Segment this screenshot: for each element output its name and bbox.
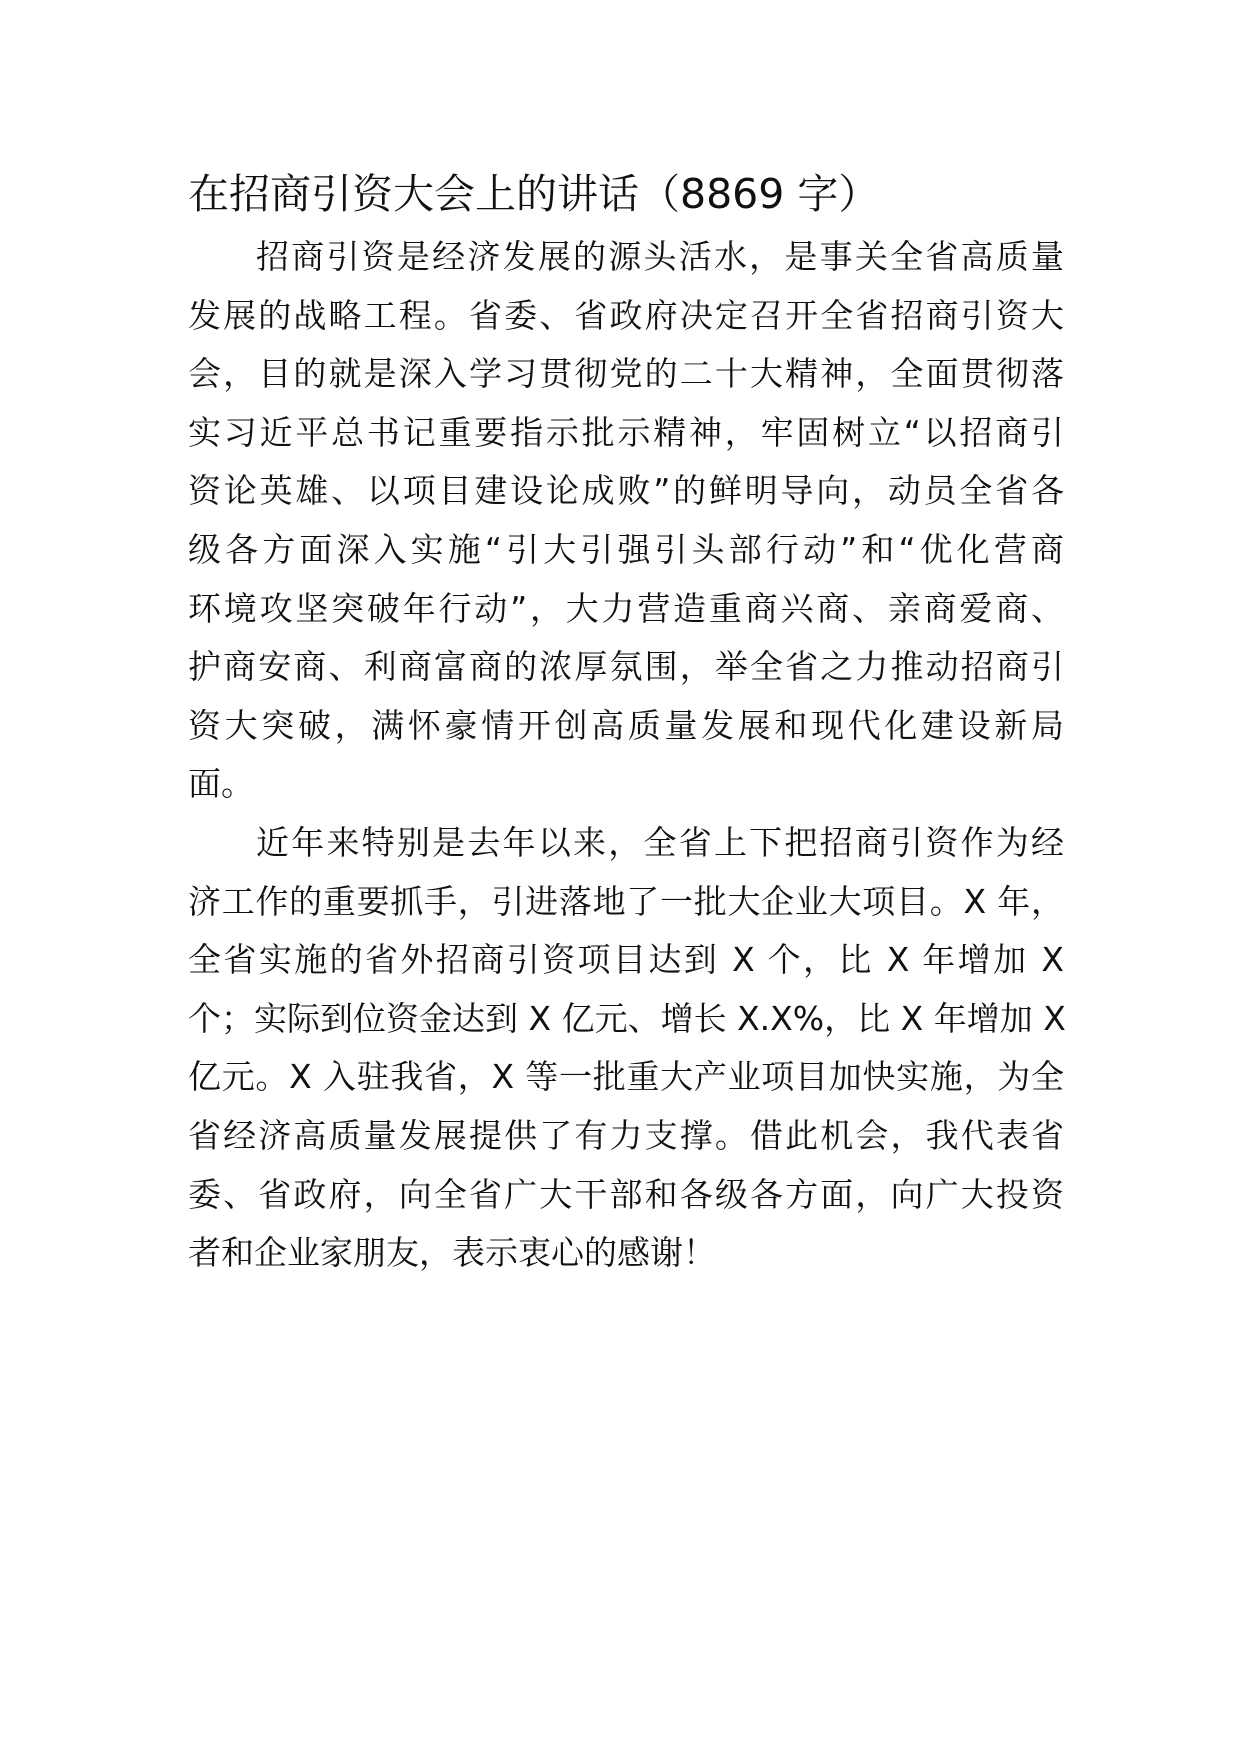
text-line: 资论英雄、以项目建设论成败”的鲜明导向，动员全省各: [188, 471, 1064, 511]
text-line: 护商安商、利商富商的浓厚氛围，举全省之力推动招商引: [188, 647, 1064, 687]
text-line: 级各方面深入实施“引大引强引头部行动”和“优化营商: [188, 529, 1064, 569]
text-line: 面。: [188, 764, 254, 804]
paragraph-2: [188, 814, 1064, 1283]
text-line: 发展的战略工程。省委、省政府决定召开全省招商引资大: [188, 295, 1064, 335]
text-line: 招商引资是经济发展的源头活水，是事关全省高质量: [256, 237, 1064, 276]
text-line: 环境攻坚突破年行动”，大力营造重商兴商、亲商爱商、: [188, 588, 1064, 628]
text-line: 个；实际到位资金达到 X 亿元、增长 X.X%，比 X 年增加 X: [188, 998, 1066, 1038]
text-line: 省经济高质量发展提供了有力支撑。借此机会，我代表省: [188, 1115, 1064, 1155]
text-line: 全省实施的省外招商引资项目达到 X 个，比 X 年增加 X: [188, 940, 1064, 980]
document-title: 在招商引资大会上的讲话（8869 字）: [188, 170, 880, 218]
text-line: 近年来特别是去年以来，全省上下把招商引资作为经: [256, 823, 1064, 862]
text-line: 者和企业家朋友，表示衷心的感谢！: [188, 1233, 716, 1273]
paragraph-1: [188, 228, 1064, 814]
text-line: 会，目的就是深入学习贯彻党的二十大精神，全面贯彻落: [188, 354, 1064, 394]
text-line: 实习近平总书记重要指示批示精神，牢固树立“以招商引: [188, 412, 1064, 452]
text-line: 资大突破，满怀豪情开创高质量发展和现代化建设新局: [188, 705, 1064, 745]
text-line: 亿元。X 入驻我省，X 等一批重大产业项目加快实施，为全: [188, 1057, 1064, 1097]
text-line: 委、省政府，向全省广大干部和各级各方面，向广大投资: [188, 1174, 1064, 1214]
text-line: 济工作的重要抓手，引进落地了一批大企业大项目。X 年，: [188, 881, 1064, 921]
